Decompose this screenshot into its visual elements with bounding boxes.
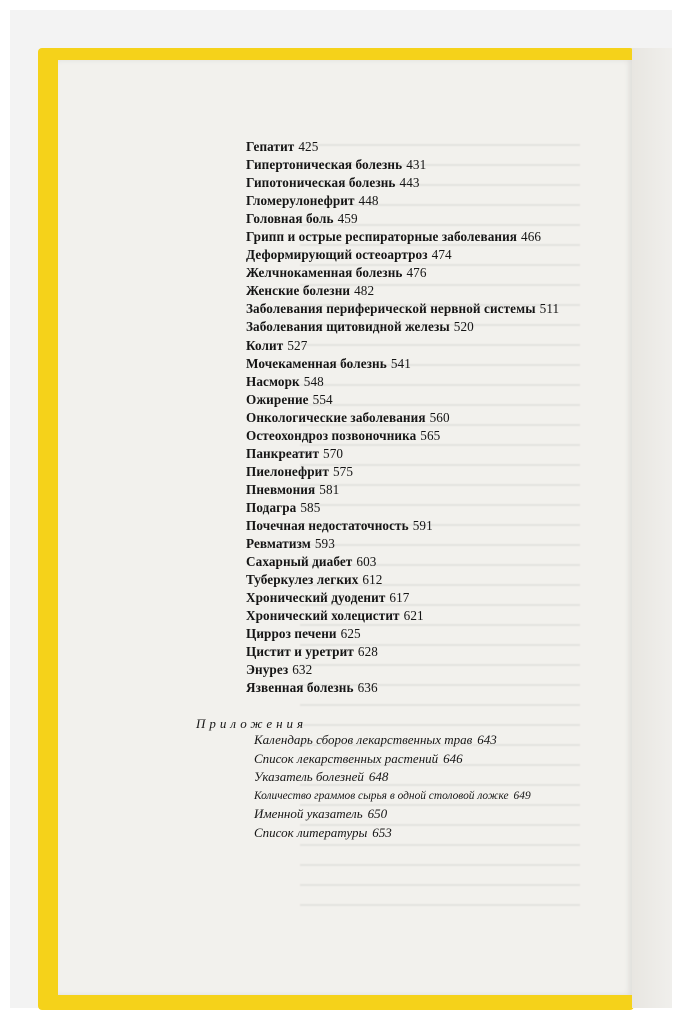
toc-entry-title: Гипертоническая болезнь xyxy=(246,157,403,173)
toc-entry-page: 570 xyxy=(323,445,344,461)
appendix-entry-title: Список лекарственных растений xyxy=(254,750,439,766)
toc-entry-page: 548 xyxy=(303,373,324,389)
toc-entry-title: Цирроз печени xyxy=(246,626,337,642)
toc-entry-title: Онкологические заболевания xyxy=(246,409,426,425)
appendix-heading: Приложения xyxy=(196,716,308,731)
toc-entry-page: 541 xyxy=(390,355,411,371)
toc-entry-page: 448 xyxy=(358,193,379,209)
toc-entry-page: 628 xyxy=(357,644,378,660)
toc-entry-title: Грипп и острые респираторные заболевания xyxy=(246,229,518,245)
toc-entry xyxy=(246,679,559,697)
toc-entry-title: Колит xyxy=(246,337,284,353)
toc-entry-page: 425 xyxy=(298,139,319,154)
appendix-entry xyxy=(254,750,531,769)
toc-entry xyxy=(246,553,559,571)
toc-entry xyxy=(246,607,559,625)
toc-entry-title: Панкреатит xyxy=(246,445,320,461)
toc-entry-title: Гломерулонефрит xyxy=(246,193,355,209)
toc-entry xyxy=(246,318,559,336)
toc-entry-title: Деформирующий остеоартроз xyxy=(246,247,428,263)
toc-entry-page: 617 xyxy=(389,590,410,606)
toc-entry-page: 554 xyxy=(312,391,333,407)
toc-entry-page: 585 xyxy=(300,499,321,515)
toc-entry-page: 565 xyxy=(420,427,441,443)
appendix-entry xyxy=(254,768,531,787)
toc-entry-title: Туберкулез легких xyxy=(246,572,359,588)
toc-entry-page: 476 xyxy=(406,265,427,281)
toc-entry xyxy=(246,156,559,174)
appendix-entry-title: Указатель болезней xyxy=(254,769,364,785)
toc-entry xyxy=(246,535,559,553)
toc-entry-title: Сахарный диабет xyxy=(246,554,353,570)
toc-entry-title: Желчнокаменная болезнь xyxy=(246,265,403,281)
toc-entry-page: 603 xyxy=(356,554,377,570)
toc-entry-title: Энурез xyxy=(246,662,289,678)
toc-entry xyxy=(246,246,559,264)
toc-entry xyxy=(246,625,559,643)
toc-entry-page: 560 xyxy=(429,409,450,425)
toc-entry-page: 593 xyxy=(314,536,335,552)
toc-entry-title: Ожирение xyxy=(246,391,309,407)
toc-entry-title: Хронический холецистит xyxy=(246,608,400,624)
toc-entry-page: 466 xyxy=(521,229,542,245)
toc-entry-page: 511 xyxy=(539,301,560,317)
toc-entry xyxy=(246,463,559,481)
toc-entry-title: Заболевания периферической нервной системы xyxy=(246,301,536,317)
toc-entry xyxy=(246,138,559,156)
toc-entry-page: 612 xyxy=(362,572,383,588)
toc-entry xyxy=(246,355,559,373)
appendix-entry xyxy=(254,805,531,824)
toc-entry-title: Цистит и уретрит xyxy=(246,644,354,660)
toc-entry-page: 520 xyxy=(453,319,474,335)
toc-entry-title: Гипотоническая болезнь xyxy=(246,175,396,191)
toc-entry-title: Хронический дуоденит xyxy=(246,590,386,606)
toc-entry-page: 443 xyxy=(399,175,420,191)
toc-entry-page: 474 xyxy=(431,247,452,263)
toc-entry-page: 581 xyxy=(319,481,340,497)
toc-entry xyxy=(246,445,559,463)
appendix-entry-title: Количество граммов сырья в одной столовой ложке xyxy=(254,789,509,802)
toc-entry xyxy=(246,427,559,445)
appendix-entry-page: 650 xyxy=(367,806,388,822)
toc-entry-title: Женские болезни xyxy=(246,283,351,299)
toc-entry xyxy=(246,589,559,607)
appendix-entry-page: 648 xyxy=(368,769,389,785)
toc-entry xyxy=(246,282,559,300)
appendix-entry xyxy=(254,824,531,843)
appendix-entry-page: 646 xyxy=(443,750,463,766)
toc-entry-title: Пиелонефрит xyxy=(246,463,329,479)
toc-entry xyxy=(246,499,559,517)
toc-entry xyxy=(246,571,559,589)
toc-entry xyxy=(246,192,559,210)
toc-entry-title: Подагра xyxy=(246,499,297,515)
toc-entry xyxy=(246,373,559,391)
toc-entry-page: 632 xyxy=(292,662,313,678)
appendix-entry xyxy=(254,787,531,806)
appendix-list xyxy=(254,731,531,843)
toc-entry-title: Язвенная болезнь xyxy=(246,680,354,696)
toc-entry-title: Насморк xyxy=(246,373,300,389)
toc-entry-title: Почечная недостаточность xyxy=(246,517,409,533)
book-page-edge xyxy=(632,48,672,1008)
toc-entry-page: 621 xyxy=(403,608,424,624)
toc-entry-page: 591 xyxy=(412,517,433,533)
toc-entry xyxy=(246,661,559,679)
toc-entry xyxy=(246,409,559,427)
toc-entry-page: 636 xyxy=(357,680,378,696)
toc-entry-page: 625 xyxy=(340,626,361,642)
toc-entry-page: 575 xyxy=(332,463,354,479)
toc-entry xyxy=(246,517,559,535)
toc-entry xyxy=(246,337,559,355)
toc-entry-page: 431 xyxy=(406,157,427,173)
toc-entry xyxy=(246,228,559,246)
toc-entry-title: Мочекаменная болезнь xyxy=(246,355,387,371)
table-of-contents xyxy=(246,138,559,697)
toc-entry-title: Пневмония xyxy=(246,481,316,497)
toc-entry xyxy=(246,481,559,499)
toc-entry-page: 482 xyxy=(354,283,375,299)
toc-entry xyxy=(246,300,559,318)
toc-entry-title: Остеохондроз позвоночника xyxy=(246,427,417,443)
toc-entry-page: 527 xyxy=(287,337,308,353)
toc-entry xyxy=(246,174,559,192)
toc-entry-title: Заболевания щитовидной железы xyxy=(246,319,450,335)
appendix-entry-page: 649 xyxy=(513,789,531,802)
appendix-entry-title: Календарь сборов лекарственных трав xyxy=(254,732,473,747)
toc-entry xyxy=(246,264,559,282)
toc-entry xyxy=(246,210,559,228)
toc-entry-title: Головная боль xyxy=(246,211,334,227)
appendix-entry xyxy=(254,731,531,750)
toc-entry xyxy=(246,391,559,409)
appendix-entry-title: Список литературы xyxy=(254,824,368,840)
toc-entry-title: Ревматизм xyxy=(246,536,311,552)
appendix-entry-title: Именной указатель xyxy=(254,806,363,822)
appendix-entry-page: 653 xyxy=(372,824,392,840)
toc-entry xyxy=(246,643,559,661)
toc-entry-title: Гепатит xyxy=(246,139,295,154)
toc-entry-page: 459 xyxy=(337,211,358,227)
appendix-entry-page: 643 xyxy=(477,732,497,747)
